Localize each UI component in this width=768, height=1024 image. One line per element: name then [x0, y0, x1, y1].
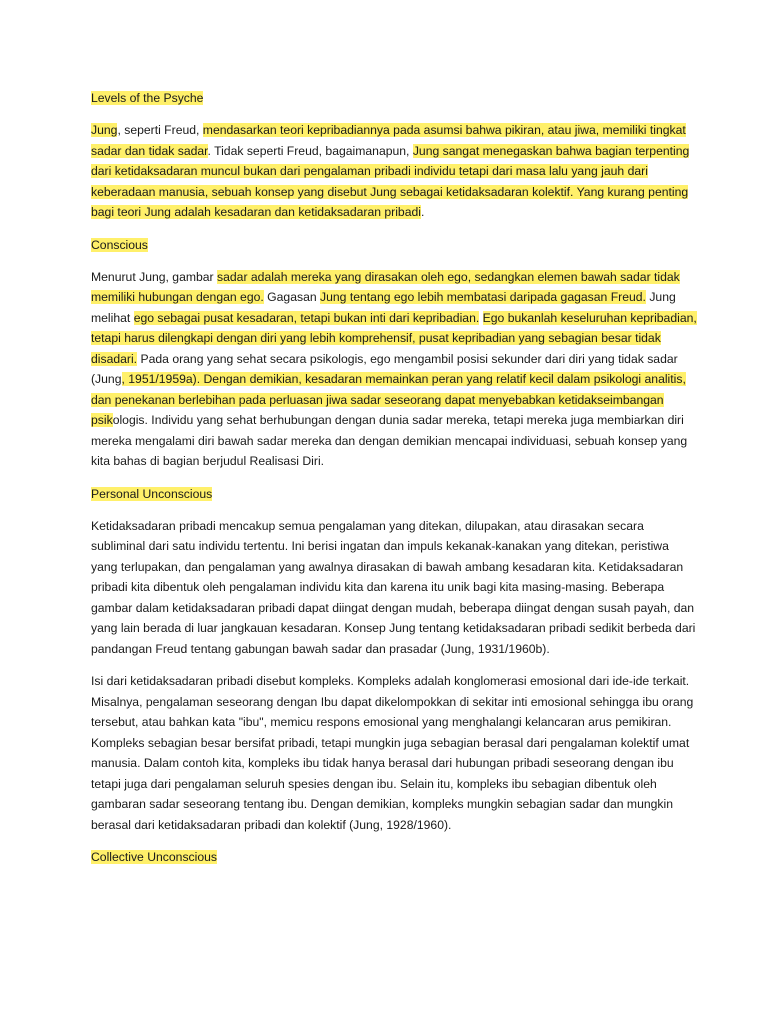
- heading-text: Levels of the Psyche: [91, 91, 204, 105]
- paragraph-levels: [91, 120, 698, 223]
- plain-text: eperti Freud,: [130, 123, 203, 137]
- highlighted-text: ego sebagai pusat kesadaran, tetapi bukan inti dari kepribadian.: [133, 310, 480, 325]
- highlighted-text: , 1951/1959a). Dengan demikian, kesadaran memainkan peran yang relatif kecil dalam psikologi analitis, dan penekanan berlebihan pada perluasan jiwa sadar seseorang dapat menyebabkan ketidakseimbangan psik: [91, 372, 686, 427]
- heading-text: Personal Unconscious: [91, 486, 213, 501]
- highlighted-text: Jung tentang ego lebih membatasi daripada gagasan Freud.: [320, 290, 646, 304]
- heading-text: Conscious: [91, 237, 148, 252]
- plain-text: .: [420, 205, 425, 219]
- plain-text: . Tidak seperti Freud, bagaimanapun,: [207, 143, 413, 158]
- highlighted-text: Jung: [91, 123, 118, 137]
- highlighted-text: sadar adalah mereka yang dirasakan oleh ego, sedangkan elemen bawah sadar tidak memiliki hubungan dengan ego.: [91, 269, 680, 304]
- section-heading-personal-unconscious: [91, 484, 698, 504]
- section-heading-levels: [91, 88, 698, 108]
- paragraph-complexes: Isi dari ketidaksadaran pribadi disebut kompleks. Kompleks adalah konglomerasi emosional dari ide-ide terkait. Misalnya, pengalaman seseorang dengan Ibu dapat dikelompokkan di sekitar inti emosional sehingga ibu orang tersebut, atau bahkan kata "ibu", memicu respons emosional yang menghalangi kelancaran arus pemikiran. Kompleks sebagian besar bersifat pribadi, tetapi mungkin juga sebagian berasal dari pengalaman kolektif umat manusia. Dalam contoh kita, kompleks ibu tidak hanya berasal dari hubungan pribadi seseorang dengan ibu tetapi juga dari pengalaman seluruh spesies dengan ibu. Selain itu, kompleks ibu sebagian dibentuk oleh gambaran sadar seseorang tentang ibu. Dengan demikian, kompleks mungkin sebagian sadar dan mungkin berasal dari ketidaksadaran pribadi dan kolektif (Jung, 1928/1960).: [91, 674, 694, 832]
- paragraph-personal-unconscious: Ketidaksadaran pribadi mencakup semua pengalaman yang ditekan, dilupakan, atau dirasakan secara subliminal dari satu individu tertentu. Ini berisi ingatan dan impuls kekanak-kanakan yang ditekan, peristiwa yang terlupakan, dan pengalaman yang awalnya dirasakan di bawah ambang kesadaran kita. Ketidaksadaran pribadi kita dibentuk oleh pengalaman individu kita dan karena itu unik bagi kita masing-masing. Beberapa gambar dalam ketidaksadaran pribadi dapat diingat dengan mudah, beberapa diingat dengan susah payah, dan yang lain berada di luar jangkauan kesadaran. Konsep Jung tentang ketidaksadaran pribadi sedikit berbeda dari pandangan Freud tentang gabungan bawah sadar dan prasadar (Jung, 1931/1960b).: [91, 518, 696, 656]
- highlighted-text: mendasarkan teori kepribadiannya pada asumsi bahwa pikiran, atau jiwa, memiliki tingkat sadar dan tidak sadar: [91, 123, 686, 158]
- section-heading-collective-unconscious: [91, 847, 698, 867]
- plain-text: Jung melihat: [91, 290, 676, 325]
- plain-text: , s: [117, 123, 131, 137]
- plain-text: Menurut Jung, gambar: [91, 269, 218, 284]
- plain-text: ologis. Individu yang sehat berhubungan dengan dunia sadar mereka, tetapi mereka juga membiarkan diri mereka mengalami diri bawah sadar mereka dan dengan demikian mencapai individuasi, sebuah konsep yang kita bahas di bagian berjudul Realisasi Diri.: [91, 413, 688, 468]
- highlighted-text: Jung sangat menegaskan bahwa bagian terpenting dari ketidaksadaran muncul bukan dari pengalaman pribadi individu tetapi dari masa lalu yang jauh dari keberadaan manusia, sebuah konsep yang disebut Jung sebagai ketidaksadaran kolektif. Yang kurang penting bagi teori Jung adalah kesadaran dan ketidaksadaran pribadi: [91, 143, 690, 219]
- highlighted-text: Ego bukanlah keseluruhan kepribadian, tetapi harus dilengkapi dengan diri yang lebih komprehensif, pusat kepribadian yang sebagian besar tidak disadari.: [91, 310, 697, 366]
- section-heading-conscious: [91, 235, 698, 255]
- heading-text: Collective Unconscious: [91, 850, 217, 864]
- plain-text: Pada orang yang sehat secara psikologis, ego mengambil posisi sekunder dari diri yang tidak sadar (Jung: [91, 351, 678, 386]
- plain-text: Gagasan: [263, 290, 321, 304]
- paragraph-conscious: [91, 267, 698, 472]
